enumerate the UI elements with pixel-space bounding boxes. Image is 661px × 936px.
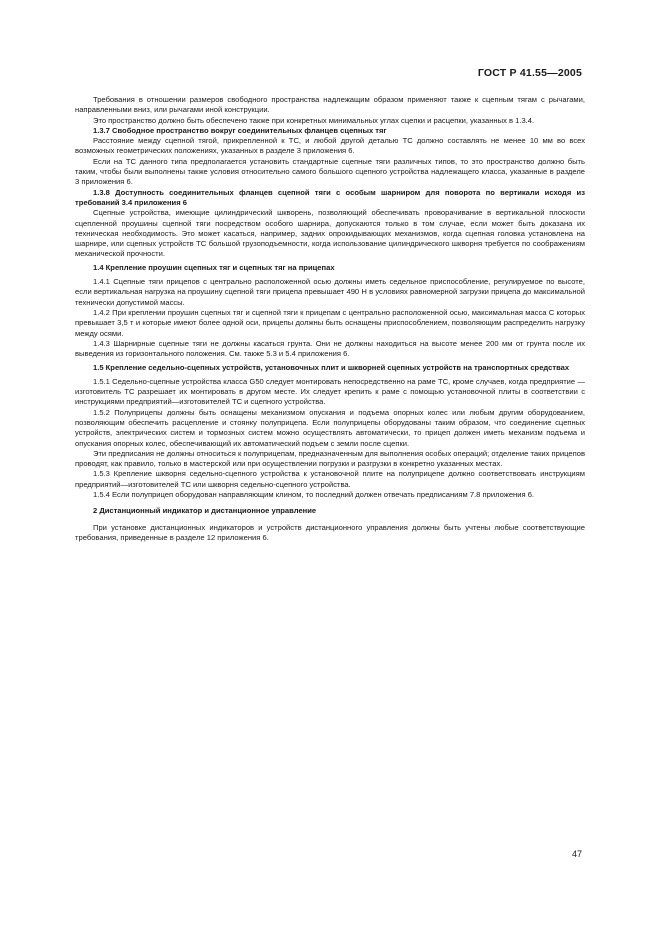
document-header: ГОСТ Р 41.55—2005 xyxy=(477,67,582,79)
paragraph: Сцепные устройства, имеющие цилиндрический шкворень, позволяющий обеспечивать проворачивание в вертикальной плоскости сцепленной проушины сцепной тяги посредством особого шарнира, допускаются только в том случае, если может быть доказана их техническая необходимость. Это может касаться, например, задних опрокидывающих механизмов, когда сцепная головка установлена на шарнире, или сцепных устройств ТС большой грузоподъемности, когда использование цилиндрического шкворня требуется по соображениям механической прочности. xyxy=(75,208,585,259)
paragraph: 1.5.4 Если полуприцеп оборудован направляющим клином, то последний должен отвечать предписаниям 7.8 приложения 6. xyxy=(93,489,535,499)
paragraph: 1.4.3 Шарнирные сцепные тяги не должны касаться грунта. Они не должны находиться на высоте менее 200 мм от грунта после их выведения из горизонтального положения. См. также 5.3 и 5.4 приложения 6. xyxy=(75,338,585,359)
paragraph: Расстояние между сцепной тягой, прикрепленной к ТС, и любой другой деталью ТС должно составлять не менее 10 мм во всех возможных геометрических положениях, указанных в разделе 3 приложения 6. xyxy=(75,136,585,156)
paragraph: Требования в отношении размеров свободного пространства надлежащим образом применяют также к сцепным тягам с рычагами, направленными вниз, или рычагами иной конструкции. xyxy=(75,95,585,115)
paragraph: 1.4.2 При креплении проушин сцепных тяг и сцепной тяги к прицепам с центрально расположенной осью, максимальная масса С которых превышает 3,5 т и которые имеют более одной оси, прицепы должны быть оснащены приспособлением, позволяющим распределить нагрузку между осями. xyxy=(75,307,585,338)
section-heading: 1.4 Крепление проушин сцепных тяг и сцепных тяг на прицепах xyxy=(93,263,335,273)
section-heading: 1.3.8 Доступность соединительных фланцев сцепной тяги с особым шарниром для поворота по вертикали исходя из требований 3.4 приложения 6 xyxy=(75,187,585,207)
paragraph: При установке дистанционных индикаторов и устройств дистанционного управления должны быть учтены любые соответствующие требования, приведенные в разделе 12 приложения 6. xyxy=(75,522,585,542)
paragraph: Это пространство должно быть обеспечено также при конкретных минимальных углах сцепки и расцепки, указанных в 1.3.4. xyxy=(93,115,535,125)
paragraph: 1.5.2 Полуприцепы должны быть оснащены механизмом опускания и подъема опорных колес или любым другим оборудованием, позволяющим обеспечить расцепление и стоянку полуприцепа. Если полуприцепы оборудованы таким образом, что соединение сцепных устройств, электрических систем и тормозных систем можно осуществлять автоматически, то прицеп должен иметь механизм подъема и опускания опорных колес, обеспечивающий их автоматический подъем с земли после сцепки. xyxy=(75,407,585,448)
section-heading: 2 Дистанционный индикатор и дистанционное управление xyxy=(93,506,317,516)
paragraph: 1.5.3 Крепление шкворня седельно-сцепного устройства к установочной плите на полуприцепе должно соответствовать инструкциям предприятий—изготовителей ТС или шкворня седельно-сцепного устройства. xyxy=(75,469,585,489)
paragraph: 1.5.1 Седельно-сцепные устройства класса G50 следует монтировать непосредственно на раме ТС, кроме случаев, когда предприятие — изготовитель ТС разрешает их монтировать в другом месте. Их следует крепить к раме с помощью установочной плиты в соответствии с инструкциями предприятий—изготовителей ТС и сцепного устройства. xyxy=(75,376,585,407)
paragraph: Эти предписания не должны относиться к полуприцепам, предназначенным для выполнения особых операций; отделение таких прицепов проводят, как правило, только в мастерской или при осуществлении погрузки и разгрузки в конкретно указанных местах. xyxy=(75,448,585,469)
document-body xyxy=(75,95,585,543)
paragraph: Если на ТС данного типа предполагается установить стандартные сцепные тяги различных типов, то это пространство должно быть таким, чтобы были выполнены также условия относительно самого большого сцепного устройства надлежащего класса, указанные в разделе 3 приложения 6. xyxy=(75,156,585,187)
paragraph: 1.4.1 Сцепные тяги прицепов с центрально расположенной осью должны иметь седельное приспособление, регулируемое по высоте, если вертикальная нагрузка на проушину сцепной тяги прицепа превышает 490 Н в условиях равномерной загрузки прицепа до максимальной технически допустимой массы. xyxy=(75,277,585,307)
page-number: 47 xyxy=(571,849,582,859)
section-heading: 1.3.7 Свободное пространство вокруг соединительных фланцев сцепных тяг xyxy=(93,125,387,135)
section-heading: 1.5 Крепление седельно-сцепных устройств, установочных плит и шкворней сцепных устройств на транспортных средствах xyxy=(93,362,570,372)
